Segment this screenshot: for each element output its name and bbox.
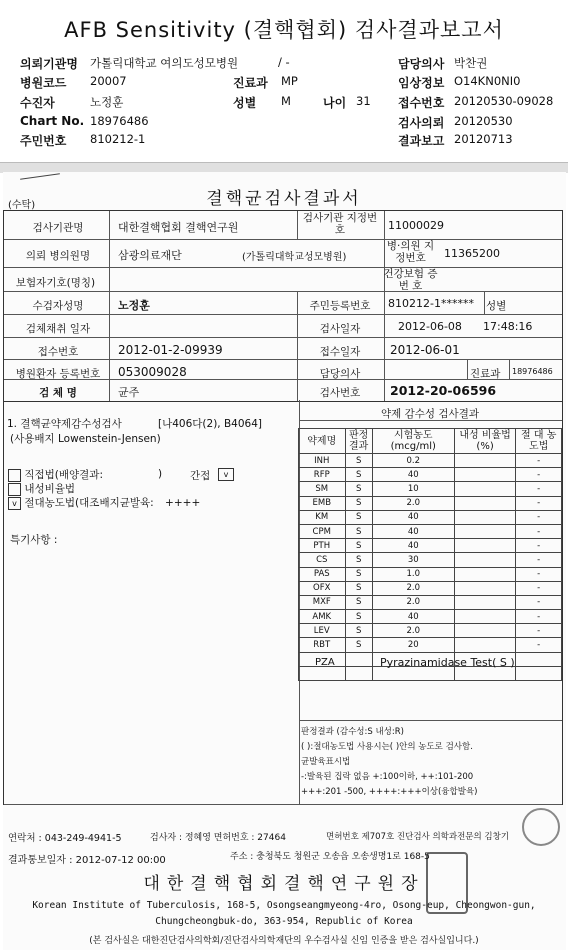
drug-absolute: - [516,496,562,510]
collect-label: 검체채취 일자 [25,323,91,335]
pza-value: Pyrazinamidase Test( S ) [380,656,515,669]
drug-name: PTH [299,539,346,553]
drug-conc: 40 [372,539,454,553]
value-patient: 노정훈 [90,95,124,109]
drug-ratio [454,581,516,595]
table-row [299,553,562,567]
label-sex: 성별 [233,96,257,110]
patient-no-label: 병원환자 등록번호 [15,368,101,380]
label-hospital-code: 병원코드 [20,76,67,90]
label-test-request: 검사의뢰 [398,116,445,130]
req-label: 의뢰 병의원명 [25,250,91,262]
sex-label: 성별 [486,300,507,312]
drug-result: S [345,482,372,496]
drug-result: S [345,638,372,652]
label-clinical-info: 임상정보 [398,76,445,90]
section-code: [나406다(2), B4064] [158,418,262,430]
value-institution: 가톨릭대학교 여의도성모병원 [90,56,239,70]
table-row [299,510,562,524]
drug-absolute: - [516,482,562,496]
drug-result: S [345,524,372,538]
examiner-text: 검사자 : 정혜영 면허번호 : 27464 [150,833,286,843]
drug-result: S [345,553,372,567]
table-row [299,524,562,538]
col-drug: 약제명 [299,429,346,454]
checkbox-ratio[interactable] [8,483,21,496]
patient-no-value: 053009028 [118,365,187,379]
doctor-label: 담당의사 [319,368,361,380]
drug-name: RBT [299,638,346,652]
label-institution: 의뢰기관명 [20,57,78,71]
label-result-report: 결과보고 [398,134,445,148]
drug-conc: 2.0 [372,581,454,595]
value-result-report: 20120713 [454,132,513,146]
value-rrn: 810212-1 [90,132,146,146]
legend-block [301,725,477,800]
drug-result: S [345,610,372,624]
drug-conc: 2.0 [372,496,454,510]
insure-label: 보험자기호(명칭) [15,277,96,289]
drug-result: S [345,510,372,524]
lab-label: 검사기관명 [32,222,84,234]
drug-absolute: - [516,638,562,652]
license-text: 면허번호 제707호 진단검사 의학과전문의 김창기 [326,832,510,842]
legend-line: +++:201 -500, ++++:+++이상(융합발육) [301,787,478,797]
drug-conc: 1.0 [372,567,454,581]
drug-result: S [345,539,372,553]
institute-name: 대한결핵협회결핵연구원장 [143,874,425,894]
medium-text: (사용배지 Lowenstein-Jensen) [10,433,161,445]
label-doctor: 담당의사 [398,57,445,71]
contact-text: 연락처 : 043-249-4941-5 [8,833,122,844]
drug-name: CS [299,553,346,567]
table-row [299,638,562,652]
drug-absolute: - [516,567,562,581]
drug-ratio [454,638,516,652]
notify-date: 결과통보일자 : 2012-07-12 00:00 [8,855,166,866]
drug-absolute: - [516,454,562,468]
address-text: 주소 : 충청북도 청원군 오송읍 오송생명1로 168-5 [230,852,430,862]
drug-absolute: - [516,581,562,595]
table-row [299,567,562,581]
drug-result: S [345,454,372,468]
drug-conc: 40 [372,468,454,482]
special-notes: 특기사항 : [10,534,58,546]
value-institution-dept: / - [278,55,290,69]
dept-value: 18976486 [512,367,553,376]
legend-line: 균발육표시법 [301,757,351,767]
name-value: 노정훈 [118,299,150,312]
drug-conc: 0.2 [372,454,454,468]
drug-conc: 40 [372,610,454,624]
legend-line: -:발육된 집락 없음 +:100이하, ++:101-200 [301,772,474,782]
drug-conc: 2.0 [372,624,454,638]
health-label: 건강보험 증 번 호 [383,268,438,292]
drug-name: CPM [299,524,346,538]
table-row [299,468,562,482]
value-receipt-no: 20120530-09028 [454,94,554,108]
value-doctor: 박찬권 [454,56,488,70]
legend-line: ( ):절대농도법 사용시는( )안의 농도로 검사함. [301,742,473,752]
pza-label: PZA [315,657,335,668]
drug-ratio [454,454,516,468]
drug-ratio [454,510,516,524]
specimen-value: 균주 [118,386,140,399]
drug-ratio [454,553,516,567]
method-absolute: v 절대농도법(대조배지균발육: ++++ [8,495,200,510]
value-sex: M [281,94,291,108]
drug-ratio [454,468,516,482]
drug-result: S [345,624,372,638]
value-age: 31 [356,94,371,108]
drug-name: EMB [299,496,346,510]
certification-note: (본 검사실은 대한진단검사의학회/진단검사의학재단의 우수검사실 신임 인증을 받은 검사실입니다.) [89,936,479,946]
req-value2: (가톨릭대학교성모병원) [242,252,347,263]
label-receipt-no: 접수번호 [398,96,445,110]
test-date-value: 2012-06-08 [398,320,462,333]
drug-ratio [454,610,516,624]
sensitivity-table [298,428,562,681]
drug-absolute: - [516,595,562,609]
drug-absolute: - [516,468,562,482]
checkbox-absolute[interactable]: v [8,497,21,510]
name-label: 수검자성명 [32,300,84,312]
recv-date-label: 접수일자 [319,346,361,358]
drug-ratio [454,567,516,581]
lab-code-label: 검사기관 지정번호 [302,212,378,236]
drug-absolute: - [516,524,562,538]
req-code-value: 11365200 [444,247,500,260]
test-no-value: 2012-20-06596 [390,383,497,398]
drug-absolute: - [516,610,562,624]
value-test-request: 20120530 [454,114,513,128]
label-age: 나이 [323,96,347,110]
drug-result: S [345,567,372,581]
legend-line: 판정결과 (감수성:S 내성:R) [301,727,404,737]
drug-name: PAS [299,567,346,581]
section-title: 1. 결핵균약제감수성검사 [7,418,122,430]
value-hospital-code: 20007 [90,74,127,88]
drug-conc: 40 [372,524,454,538]
col-result: 판정 결과 [345,429,372,454]
label-patient: 수진자 [20,96,55,110]
recv-no-label: 접수번호 [37,346,79,358]
sens-title: 약제 감수성 검사결과 [381,408,479,420]
recv-no-value: 2012-01-2-09939 [118,343,223,357]
drug-name: RFP [299,468,346,482]
table-row [299,624,562,638]
method-direct-close: ) [158,468,163,480]
method-indirect-label: 간접 [190,470,211,482]
test-date-label: 검사일자 [319,323,361,335]
value-chart-no: 18976486 [90,114,149,128]
drug-absolute: - [516,510,562,524]
table-row [299,496,562,510]
form-title: 결핵균검사결과서 [206,189,362,209]
label-rrn: 주민번호 [20,134,67,148]
drug-name: SM [299,482,346,496]
req-code-label: 병·의원 지정번호 [386,240,435,264]
drug-ratio [454,524,516,538]
drug-name: MXF [299,595,346,609]
drug-name: OFX [299,581,346,595]
drug-name: INH [299,454,346,468]
drug-absolute: - [516,553,562,567]
table-row [299,482,562,496]
label-chart-no: Chart No. [20,114,85,128]
drug-result: S [345,496,372,510]
dept-label: 진료과 [470,368,501,380]
drug-conc: 20 [372,638,454,652]
table-row [299,454,562,468]
drug-result: S [345,468,372,482]
certification-seal [522,808,560,846]
drug-conc: 2.0 [372,595,454,609]
drug-name: KM [299,510,346,524]
rrn-value: 810212-1****** [388,297,474,310]
rrn-label: 주민등록번호 [309,300,371,312]
drug-ratio [454,482,516,496]
drug-conc: 10 [372,482,454,496]
value-department: MP [281,74,298,88]
drug-absolute: - [516,624,562,638]
test-time-value: 17:48:16 [483,320,533,333]
req-value: 삼광의료재단 [118,249,182,262]
table-row [299,595,562,609]
form-note: (수탁) [8,200,36,211]
specimen-label: 검 체 명 [39,387,77,399]
lab-code-value: 11000029 [388,219,444,232]
report-title: AFB Sensitivity (결핵협회) 검사결과보고서 [64,18,504,42]
method-direct: 직접법(배양결과: [8,467,103,482]
drug-ratio [454,595,516,609]
checkbox-direct[interactable] [8,469,21,482]
table-row [299,581,562,595]
col-absolute: 절 대 농도법 [516,429,562,454]
col-conc: 시험농도 (mcg/ml) [372,429,454,454]
recv-date-value: 2012-06-01 [390,343,460,357]
lab-value: 대한결핵협회 결핵연구원 [118,221,239,234]
table-row [299,539,562,553]
method-ratio: 내성비율법 [8,481,75,496]
value-clinical-info: O14KN0NI0 [454,74,521,88]
checkbox-indirect[interactable]: v [218,468,234,481]
table-row [299,610,562,624]
drug-conc: 40 [372,510,454,524]
institute-en-2: Chungcheongbuk-do, 363-954, Republic of Korea [155,916,413,927]
institute-en-1: Korean Institute of Tuberculosis, 168-5, Osongseangmyeong-4ro, Osong-eup, Cheongwon-gun, [32,900,536,911]
col-ratio: 내성 비율법(%) [454,429,516,454]
drug-ratio [454,624,516,638]
drug-name: LEV [299,624,346,638]
test-no-label: 검사번호 [319,387,361,399]
drug-ratio [454,539,516,553]
drug-absolute: - [516,539,562,553]
drug-result: S [345,581,372,595]
drug-name: AMK [299,610,346,624]
drug-ratio [454,496,516,510]
drug-conc: 30 [372,553,454,567]
label-department: 진료과 [233,76,268,90]
drug-result: S [345,595,372,609]
